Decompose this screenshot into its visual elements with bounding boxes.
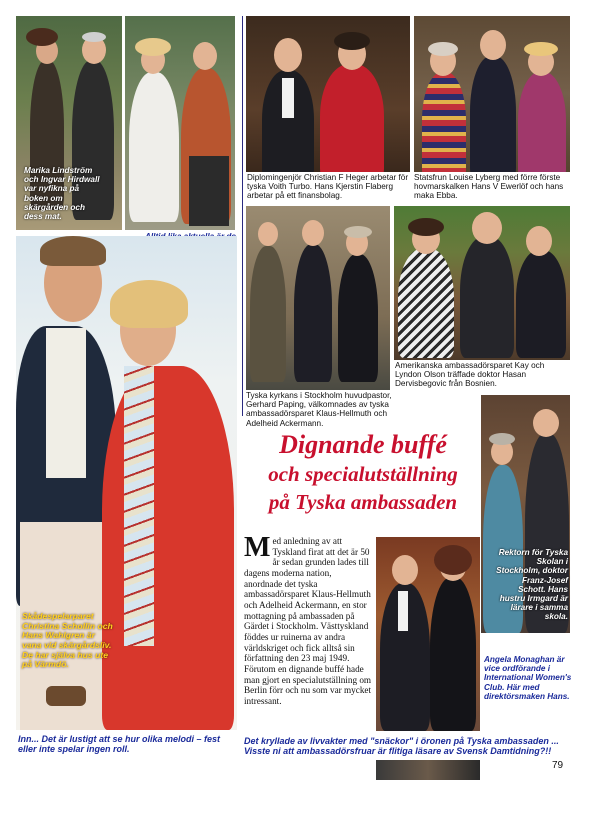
caption-bottom: Det kryllade av livvakter med "snäckor" i öronen på Tyska ambassaden ... Visste ni att ambassadörsfruar är flitiga läsare av Svensk Damtidning?!! (244, 736, 559, 757)
caption-olson: Amerikanska ambassadörsparet Kay och Lyndon Olson träffade doktor Hasan Dervisbegovic från Bosnien. (395, 361, 545, 389)
caption-lindstrom: Marika Lindström och Ingvar Hirdwall var nyfikna på boken om skärgården och dess mat. (24, 166, 100, 221)
photo-olson-dervisbegovic (394, 206, 570, 360)
photo-hansson-haber (125, 16, 235, 230)
caption-schott: Rektorn för Tyska Skolan i Stockholm, doktor Franz-Josef Schott. Hans hustru Irmgard är lärare i samma skola. (496, 548, 568, 622)
caption-inn: Inn... Det är lustigt att se hur olika melodi – fest eller inte spelar ingen roll. (18, 734, 221, 755)
headline (246, 430, 480, 516)
headline-line-1: Dignande buffé (279, 430, 447, 459)
photo-monaghan (376, 537, 480, 731)
page-number: 79 (552, 760, 564, 771)
headline-line-3: på Tyska ambassaden (268, 490, 458, 514)
headline-line-2: och specialutställning (268, 462, 458, 486)
article-body (244, 532, 372, 707)
article-text: ed anledning av att Tyskland firat att det är 50 år sedan grunden lades till dagens moderna nation, anordnade det tyska ambassadörsparet Klaus-Hellmuth och Adelheid Ackermann, en stor mottagning på ambassaden på Gärdet i Stockholm. Västtyskland föddes ur ruinerna av andra världskriget och fick alltså sin författning den 23 maj 1949. Förutom en dignande buffé hade man gjort en specialutställning om Berlin förr och nu som var mycket intressant. (244, 536, 372, 707)
caption-paping: Tyska kyrkans i Stockholm huvudpastor, Gerhard Paping, välkomnades av tyska ambassadörsparet Klaus-Hellmuth och Adelheid Ackermann. (246, 391, 392, 428)
photo-paping-ackermann (246, 206, 390, 390)
caption-heger: Diplomingenjör Christian F Heger arbetar för tyska Voith Turbo. Hans Kjerstin Flaberg arbetar på ett finansbolag. (247, 173, 409, 201)
article-dropcap: M (244, 532, 271, 563)
photo-bottom-strip (376, 760, 480, 780)
photo-lyberg-ewerlof (414, 16, 570, 172)
caption-lyberg: Statsfrun Louise Lyberg med förre förste hovmarskalken Hans V Ewerlöf och hans maka Ebba. (414, 173, 564, 201)
caption-schollin: Skådespelarparet Christina Schollin och Hans Wahlgren är vana vid skärgårdsliv. De har själva hus ute på Värmdö. (22, 611, 113, 670)
photo-heger-flaberg (246, 16, 410, 172)
caption-monaghan: Angela Monaghan är vice ordförande i International Women's Club. Här med direktörsmaken Hans. (484, 655, 572, 701)
column-divider (242, 16, 243, 416)
